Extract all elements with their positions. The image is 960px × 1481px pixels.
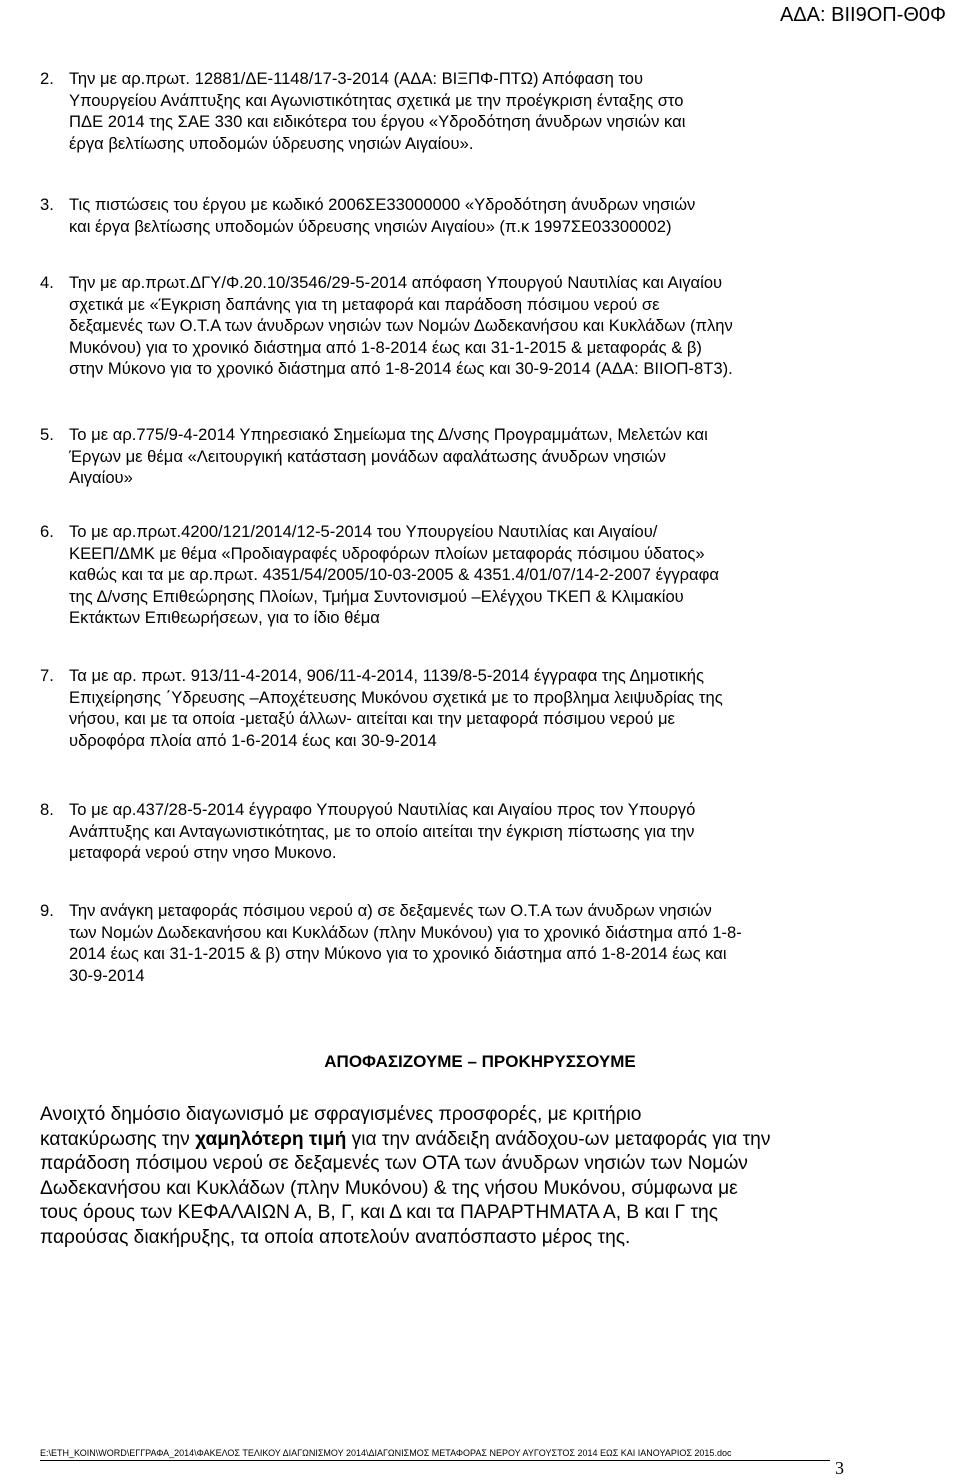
item-line: νήσου, και με τα οποία -μεταξύ άλλων- αιτείται και την μεταφορά πόσιμου νερού με (69, 709, 675, 728)
item-line: Μυκόνου) για το χρονικό διάστημα από 1-8-2014 έως και 31-1-2015 & μεταφοράς & β) (69, 337, 702, 357)
item-line: των Νομών Δωδεκανήσου και Κυκλάδων (πλην Μυκόνου) για το χρονικό διάστημα από 1-8- (69, 922, 742, 942)
item-line: Ανάπτυξης και Ανταγωνιστικότητας, με το οποίο αιτείται την έγκριση πίστωσης για την (69, 821, 695, 841)
paragraph-text: κατακύρωσης την (40, 1128, 196, 1150)
item-number: 5. (40, 425, 54, 444)
item-line: Έργων με θέμα «Λειτουργική κατάσταση μονάδων αφαλάτωσης άνυδρων νησιών (69, 446, 666, 466)
item-line: Αιγαίου» (69, 468, 133, 487)
ada-code: ΑΔΑ: ΒΙΙ9ΟΠ-Θ0Φ (779, 4, 946, 26)
item-line: Την με αρ.πρωτ. 12881/ΔΕ-1148/17-3-2014 (ΑΔΑ: ΒΙΞΠΦ-ΠΤΩ) Απόφαση του (69, 69, 644, 88)
item-line: ΠΔΕ 2014 της ΣΑΕ 330 και ειδικότερα του έργου «Υδροδότηση άνυδρων νησιών και (69, 112, 686, 131)
list-item-9 (40, 900, 742, 986)
item-line: Επιχείρησης ΄Υδρευσης –Αποχέτευσης Μυκόνου σχετικά με το προβλημα λειψυδρίας της (69, 687, 723, 707)
item-number: 7. (40, 666, 54, 685)
paragraph-line (40, 1128, 770, 1153)
section-heading: ΑΠΟΦΑΣΙΖΟΥΜΕ – ΠΡΟΚΗΡΥΣΣΟΥΜΕ (324, 1052, 636, 1071)
paragraph-line: παρούσας διακήρυξης, τα οποία αποτελούν αναπόσπαστο μέρος της. (40, 1226, 631, 1248)
item-line: Τις πιστώσεις του έργου με κωδικό 2006ΣΕ33000000 «Υδροδότηση άνυδρων νησιών (69, 195, 696, 214)
item-number: 6. (40, 522, 54, 541)
list-item-3 (40, 194, 695, 237)
item-line: Εκτάκτων Επιθεωρήσεων, για το ίδιο θέμα (69, 608, 380, 627)
list-item-7 (40, 665, 723, 751)
paragraph-line: Δωδεκανήσου και Κυκλάδων (πλην Μυκόνου) & της νήσου Μυκόνου, σύμφωνα με (40, 1177, 738, 1199)
item-line: Το με αρ.437/28-5-2014 έγγραφο Υπουργού Ναυτιλίας και Αιγαίου προς τον Υπουργό (69, 800, 696, 819)
item-line: της Δ/νσης Επιθεώρησης Πλοίων, Τμήμα Συντονισμού –Ελέγχου ΤΚΕΠ & Κλιμακίου (69, 586, 684, 606)
list-item-2 (40, 68, 685, 154)
item-line: Υπουργείου Ανάπτυξης και Αγωνιστικότητας σχετικά με την προέγκριση ένταξης στο (69, 90, 684, 110)
paragraph-text: για την ανάδειξη ανάδοχου-ων μεταφοράς για την (346, 1128, 771, 1150)
item-number: 8. (40, 800, 54, 819)
item-line: στην Μύκονο για το χρονικό διάστημα από 1-8-2014 έως και 30-9-2014 (ΑΔΑ: ΒΙΙΟΠ-8Τ3). (69, 359, 733, 378)
emphasis-text: χαμηλότερη τιμή (195, 1128, 347, 1150)
item-line: Το με αρ.πρωτ.4200/121/2014/12-5-2014 του Υπουργείου Ναυτιλίας και Αιγαίου/ (69, 522, 658, 541)
paragraph-line: παράδοση πόσιμου νερού σε δεξαμενές των ΟΤΑ των άνυδρων νησιών των Νομών (40, 1153, 748, 1175)
item-line: δεξαμενές των Ο.Τ.Α των άνυδρων νησιών των Νομών Δωδεκανήσου και Κυκλάδων (πλην (69, 316, 733, 335)
list-item-8 (40, 799, 695, 864)
item-line: καθώς και τα με αρ.πρωτ. 4351/54/2005/10-03-2005 & 4351.4/01/07/14-2-2007 έγγραφα (69, 565, 720, 584)
item-line: Την ανάγκη μεταφοράς πόσιμου νερού α) σε δεξαμενές των Ο.Τ.Α των άνυδρων νησιών (69, 901, 712, 920)
item-number: 4. (40, 273, 54, 292)
item-line: 30-9-2014 (69, 965, 145, 985)
page-number: 3 (835, 1458, 844, 1478)
item-number: 2. (40, 69, 54, 88)
file-path: E:\ΕΤΗ_ΚΟΙΝ\WORD\ΕΓΓΡΑΦΑ_2014\ΦΑΚΕΛΟΣ ΤΕΛΙΚΟΥ ΔΙΑΓΩΝΙΣΜΟΥ 2014\ΔΙΑΓΩΝΙΣΜΟΣ ΜΕΤΑΦΟΡΑΣ ΝΕΡΟΥ ΑΥΓΟΥΣΤΟΣ 2014 ΕΩΣ ΚΑΙ ΙΑΝΟΥΑΡΙΟΣ 2015.doc (40, 1448, 732, 1458)
decision-paragraph (40, 1103, 770, 1251)
footer-divider (40, 1460, 830, 1461)
item-line: και έργα βελτίωσης υποδομών ύδρευσης νησιών Αιγαίου» (π.κ 1997ΣΕ03300002) (69, 216, 672, 236)
item-line: έργα βελτίωσης υποδομών ύδρευσης νησιών Αιγαίου». (69, 133, 474, 153)
item-line: 2014 έως και 31-1-2015 & β) στην Μύκονο για το χρονικό διάστημα από 1-8-2014 έως και (69, 944, 727, 963)
paragraph-line: Ανοιχτό δημόσιο διαγωνισμό με σφραγισμένες προσφορές, με κριτήριο (40, 1104, 642, 1125)
list-item-6 (40, 521, 719, 629)
item-line: σχετικά με «Έγκριση δαπάνης για τη μεταφορά και παράδοση πόσιμου νερού σε (69, 294, 660, 314)
list-item-4 (40, 272, 733, 380)
item-line: ΚΕΕΠ/ΔΜΚ με θέμα «Προδιαγραφές υδροφόρων πλοίων μεταφοράς πόσιμου ύδατος» (69, 543, 705, 563)
item-number: 3. (40, 195, 54, 214)
item-line: υδροφόρα πλοία από 1-6-2014 έως και 30-9-2014 (69, 730, 437, 750)
item-line: Την με αρ.πρωτ.ΔΓΥ/Φ.20.10/3546/29-5-2014 απόφαση Υπουργού Ναυτιλίας και Αιγαίου (69, 273, 723, 292)
paragraph-line: τους όρους των ΚΕΦΑΛΑΙΩΝ Α, Β, Γ, και Δ και τα ΠΑΡΑΡΤΗΜΑΤΑ Α, Β και Γ της (40, 1202, 718, 1224)
list-item-5 (40, 424, 708, 489)
item-number: 9. (40, 901, 54, 920)
item-line: Το με αρ.775/9-4-2014 Υπηρεσιακό Σημείωμα της Δ/νσης Προγραμμάτων, Μελετών και (69, 425, 708, 444)
item-line: μεταφορά νερού στην νησο Μυκονο. (69, 843, 337, 862)
item-line: Τα με αρ. πρωτ. 913/11-4-2014, 906/11-4-2014, 1139/8-5-2014 έγγραφα της Δημοτικής (69, 666, 705, 685)
